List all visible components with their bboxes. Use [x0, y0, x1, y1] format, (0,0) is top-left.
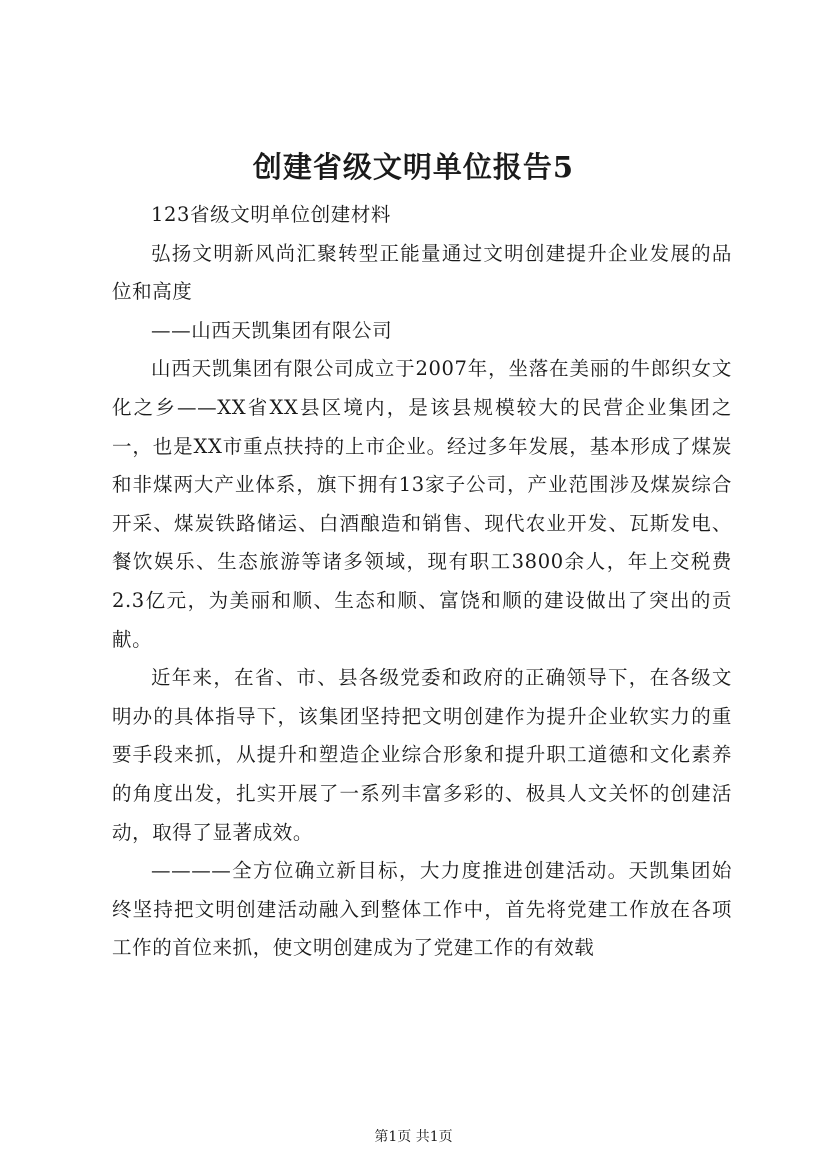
- paragraph-company: ——山西天凯集团有限公司: [151, 318, 393, 342]
- page-footer: 第1页 共1页: [374, 1129, 453, 1145]
- document-title: 创建省级文明单位报告5: [252, 150, 575, 184]
- paragraph-goals: ————全方位确立新目标，大力度推进创建活动。天凯集团始终坚持把文明创建活动融入到整体工作中，首先将党建工作放在各项工作的首位来抓，使文明创建成为了党建工作的有效载: [112, 859, 732, 960]
- paragraph-intro: 山西天凯集团有限公司成立于2007年，坐落在美丽的牛郎织女文化之乡——XX省XX县区境内，是该县规模较大的民营企业集团之一，也是XX市重点扶持的上市企业。经过多年发展，基本形成了煤炭和非煤两大产业体系，旗下拥有13家子公司，产业范围涉及煤炭综合开采、煤炭铁路储运、白酒酿造和销售、现代农业开发、瓦斯发电、餐饮娱乐、生态旅游等诸多领域，现有职工3800余人，年上交税费2.3亿元，为美丽和顺、生态和顺、富饶和顺的建设做出了突出的贡献。: [112, 357, 732, 651]
- paragraph-subtitle: 123省级文明单位创建材料: [151, 203, 392, 226]
- paragraph-heading: 弘扬文明新风尚汇聚转型正能量通过文明创建提升企业发展的品位和高度: [112, 241, 732, 304]
- paragraph-recent: 近年来，在省、市、县各级党委和政府的正确领导下，在各级文明办的具体指导下，该集团坚持把文明创建作为提升企业软实力的重要手段来抓，从提升和塑造企业综合形象和提升职工道德和文化素养的角度出发，扎实开展了一系列丰富多彩的、极具人文关怀的创建活动，取得了显著成效。: [112, 666, 732, 844]
- document-body: [112, 196, 732, 968]
